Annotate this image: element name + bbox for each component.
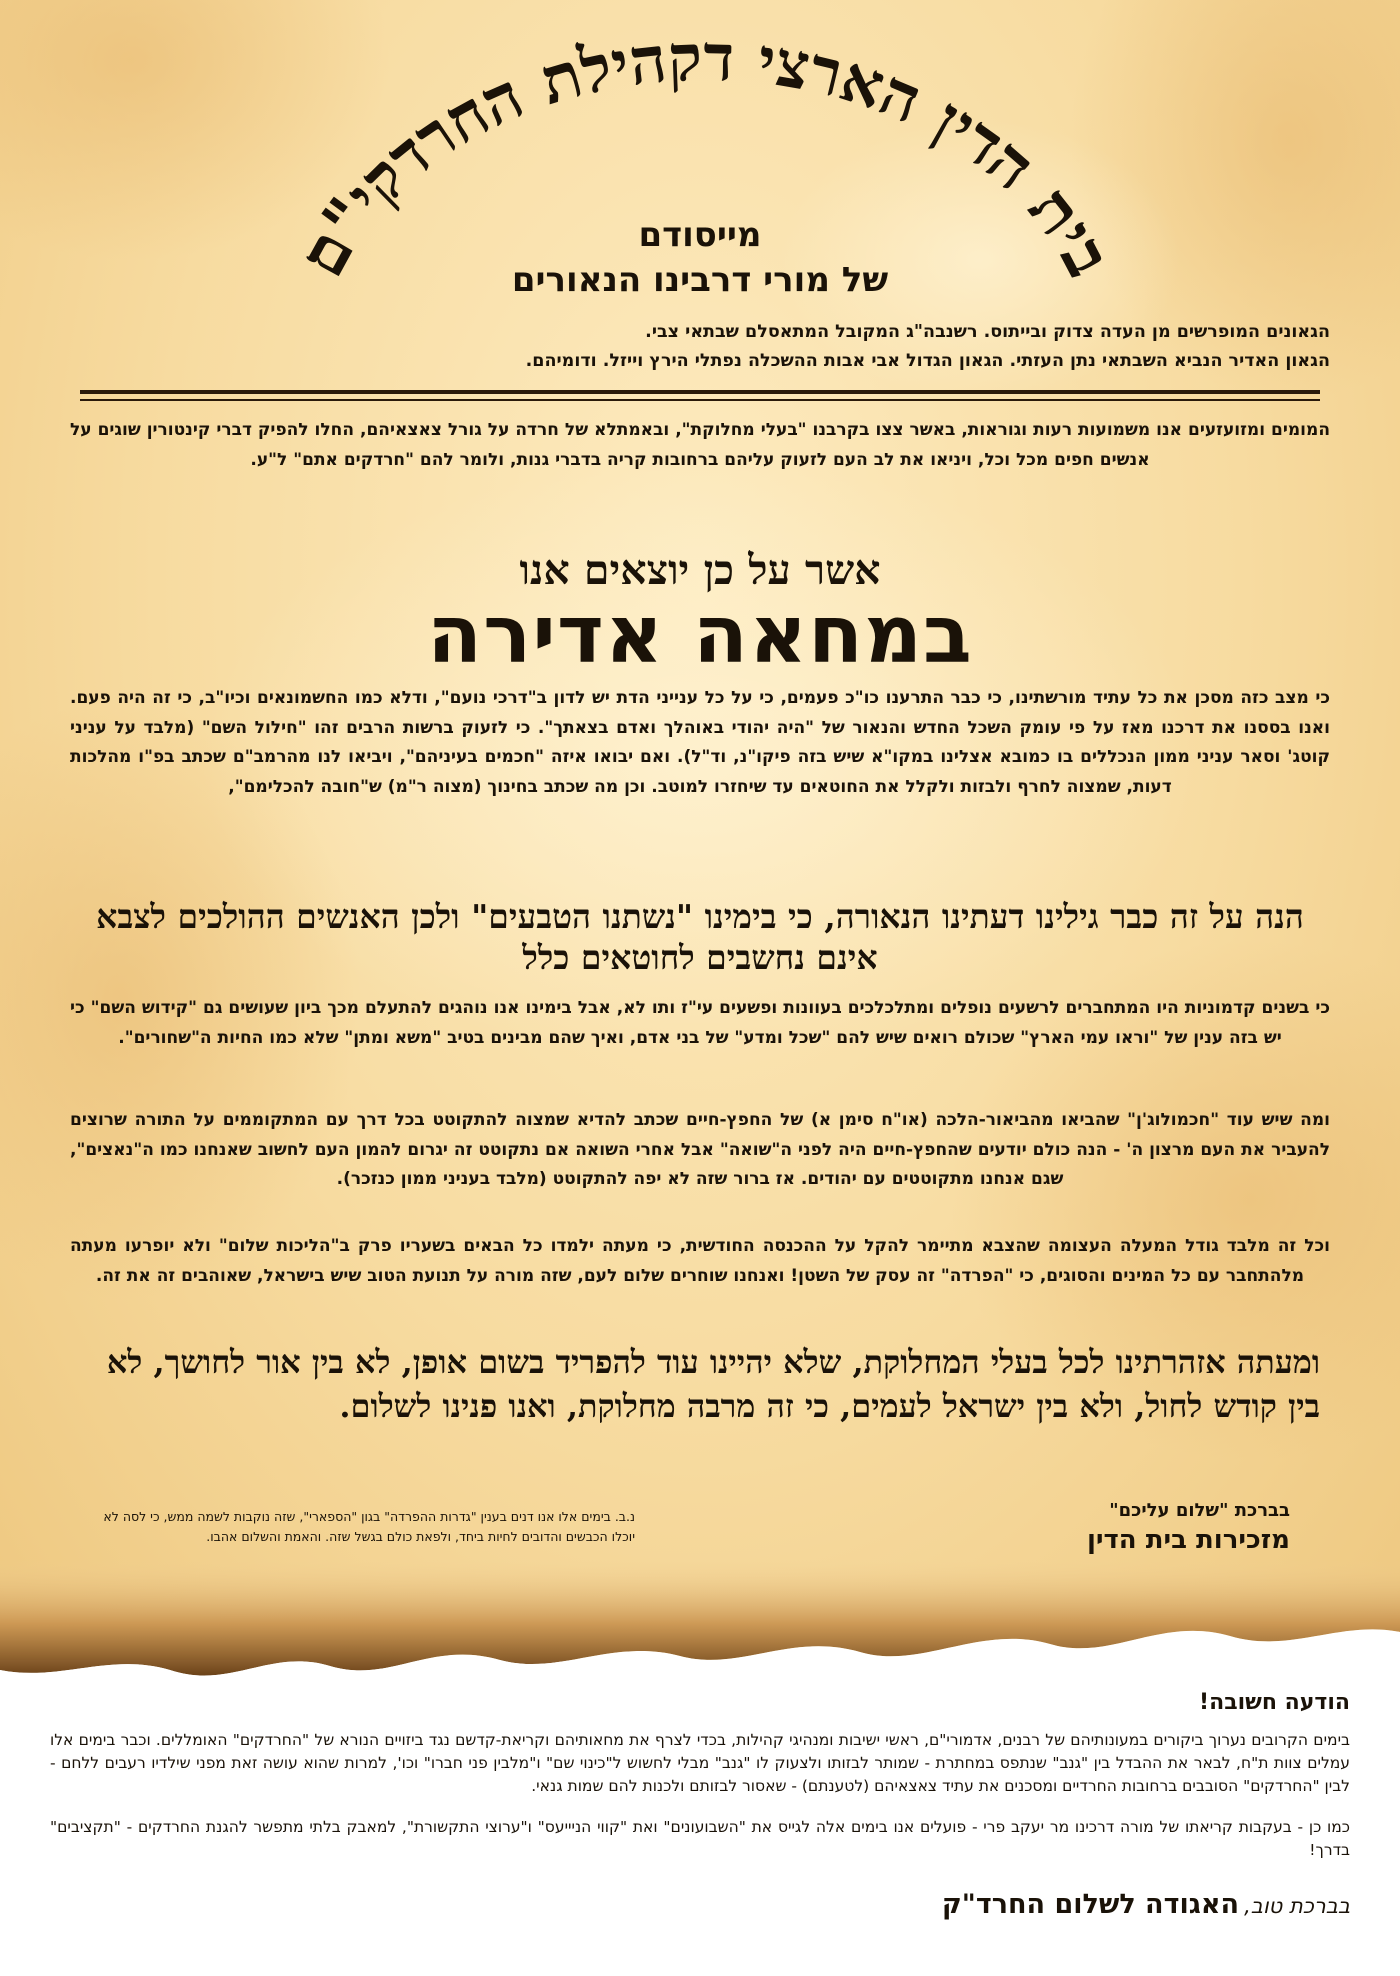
- court-office-line: מזכירות בית הדין: [1086, 1525, 1290, 1555]
- header-divider-thin: [80, 399, 1320, 401]
- intro-paragraph: המומים ומזועזעים אנו משמועות רעות וגוראות, באשר צצו בקרבנו "בעלי מחלוקת", ובאמתלא של חרדה על גורל צאצאיהם, החלו להפיק דברי קינטורין שוגים על אנשים חפים מכל וכל, ויניאו את לב העם לזעוק עליהם ברחובות קריה בדברי גנות, ולומר להם "חרדקים אתם" ל"ע.: [70, 420, 1330, 470]
- founders-list: [70, 318, 1330, 376]
- paragraph-3: ומה שיש עוד "חכמולוג'ן" שהביאו מהביאור-הלכה (או"ח סימן א) של החפץ-חיים שכתב להדיא שמצוה להתקוטט בכל דרך עם המתקוממים על התורה שרוצים להעביר את העם מרצון ה' - הנה כולם יודעים שהחפץ-חיים היה לפני ה"שואה" אבל אחרי השואה אם נתקוטט זה יגרום להמון העם לחשוב שאנחנו כמו ה"נאצים", שגם אנחנו מתקוטטים עם יהודים. אז ברור שזה לא יפה להתקוטט (מלבד בעניני ממון כנזכר).: [70, 1110, 1330, 1189]
- arched-title: [0, 0, 1400, 300]
- founded-of-line: של מורי דרבינו הנאורים: [511, 260, 889, 300]
- notice-signature: [942, 1889, 1350, 1920]
- headline-main: במחאה אדירה: [427, 588, 973, 681]
- notice-body: בימים הקרובים נערוך ביקורים במעונותיהם של רבנים, אדמורי"ם, ראשי ישיבות ומנהיגי קהילות, בכדי לצרף את מחאותיהם וקריאת-קדשם נגד ביזויים הנורא של "החרדקים" האומללים. וכבר בימים אלו עמלים צוות ת"ח, לבאר את ההבדל בין "גנב" שנתפס במחתרת - שמותר לבזותו ולצעוק לו "גנב" מבלי לחשוש ל"כינוי שם" ו"מלבין פני חברו" וכו', למרות שהוא עושה זאת מפני שילדיו רעבים ללחם - לבין "החרדקים" הסובבים ברחובות החרדיים ומסכנים את עתיד צאצאיהם (לטענתם) - שאסור לבזותם ולכנות להם שמות גנאי.: [50, 1731, 1350, 1795]
- arched-title-text: בית הדין הארצי דקהילת החרדקי"ם: [284, 20, 1127, 289]
- header-divider-thick: [80, 390, 1320, 394]
- notice-title: הודעה חשובה!: [1199, 1690, 1350, 1715]
- headline-line-1: אשר על כן יוצאים אנו: [519, 546, 881, 594]
- footnote-nb: נ.ב. בימים אלו אנו דנים בענין "גדרות ההפרדה" בגון "הספארי", שזה נוקבות לשמה ממש, כי לסה לא יוכלו הכבשים והדובים לחיות ביחד, ולפאת כולם בגשל שזה. והאמת והשלום אהבו.: [103, 1509, 635, 1544]
- founders-line-2: הגאון האדיר הנביא השבתאי נתן העזתי. הגאון הגדול אבי אבות ההשכלה נפתלי הירץ וייזל. ודומיהם.: [525, 351, 1330, 371]
- paragraph-4: וכל זה מלבד גודל המעלה העצומה שהצבא מתיימר להקל על ההכנסה החודשית, כי מעתה ילמדו כל הבאים בשעריו פרק ב"הליכות שלום" ולא יופרעו מעתה מלהתחבר עם כל המינים והסוגים, כי "הפרדה" זה עסק של השטן! ואנחנו שוחרים שלום לעם, שזה מורה על תנועת הטוב שיש בישראל, שאוהבים זה את זה.: [70, 1236, 1330, 1286]
- blessing-line: בברכת "שלום עליכם": [1109, 1500, 1290, 1521]
- notice-body-2: כמו כן - בעקבות קריאתו של מורה דרכינו מר יעקב פרי - פועלים אנו בימים אלה לגייס את "השבועונים" ואת "קווי הניייעס" ו"ערוצי התקשורת", למאבק בלתי מתפשר להגנת החרדקים - "תקציבים" בדרך!: [50, 1818, 1350, 1859]
- notice-sign-org: האגודה לשלום החרד"ק: [941, 1889, 1240, 1920]
- emphasis-paragraph-2: ומעתה אזהרתינו לכל בעלי המחלוקת, שלא יהיינו עוד להפריד בשום אופן, לא בין אור לחושך, לא בין קודש לחול, ולא בין ישראל לעמים, כי זה מרבה מחלוקת, ואנו פנינו לשלום.: [106, 1343, 1320, 1425]
- emphasis-paragraph-1: הנה על זה כבר גילינו דעתינו הנאורה, כי בימינו "נשתנו הטבעים" ולכן האנשים ההולכים לצבא אינם נחשבים לחוטאים כלל: [96, 897, 1304, 977]
- founders-line-1: הגאונים המופרשים מן העדה צדוק ובייתוס. רשנבה"ג המקובל המתאסלם שבתאי צבי.: [645, 322, 1330, 342]
- notice-sign-greeting: בברכת טוב,: [1244, 1894, 1350, 1918]
- torn-edge-decoration: [0, 1520, 1400, 1700]
- founded-label: מייסודם: [638, 215, 762, 255]
- paragraph-1: כי מצב כזה מסכן את כל עתיד מורשתינו, כי כבר התרענו כו"כ פעמים, כי על כל ענייני הדת יש לדון ב"דרכי נועם", ודלא כמו החשמונאים וכיו"ב, כי זה היה פעם. ואנו בססנו את דרכנו מאז על פי עומק השכל החדש והנאור של "היה יהודי באוהלך ואדם בצאתך". כי לזעוק ברשות הרבים זהו "חילול השם" (מלבד על עניני קוטג' וסאר עניני ממון הנכללים בו כמובא אצלינו במקו"א שיש בזה פיקו"נ, וד"ל). ואם יבואו איזה "חכמים בעיניהם", ויביאו לנו מהרמב"ם שכתב בפ"ו מהלכות דעות, שמצוה לחרף ולבזות ולקלל את החוטאים עד שיחזרו למוטב. וכן מה שכתב בחינוך (מצוה ר"מ) ש"חובה להכלימם",: [70, 688, 1330, 797]
- paragraph-2: כי בשנים קדמוניות היו המתחברים לרשעים נופלים ומתלכלכים בעוונות ופשעים עי"ז ותו לא, אבל בימינו אנו נוהגים להתעלם מכך ביון שעושים גם "קידוש השם" כי יש בזה ענין של "וראו עמי הארץ" שכולם רואים שיש להם "שכל ומדע" של בני אדם, ואיך שהם מבינים בטיב "משא ומתן" שלא כמו החיות ה"שחורים".: [70, 998, 1330, 1048]
- important-notice: [50, 1690, 1350, 1862]
